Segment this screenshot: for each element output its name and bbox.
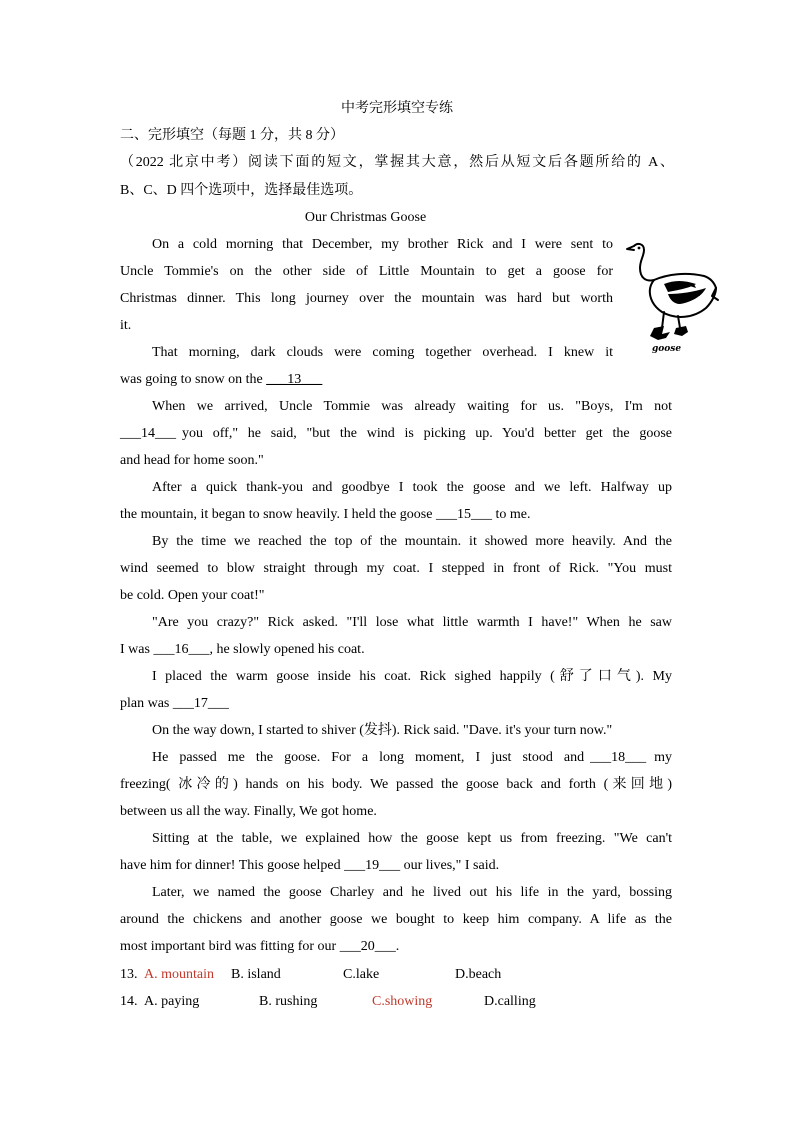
- passage-line: Sitting at the table, we explained how the goose kept us from freezing. "We can't: [152, 831, 672, 846]
- blank-16: ___16___: [153, 642, 210, 657]
- passage-line: Later, we named the goose Charley and he lived out his life in the yard, bossing: [152, 885, 672, 900]
- passage-line: wind seemed to blow straight through my coat. I stepped in front of Rick. "You must: [120, 561, 672, 576]
- passage-line: I placed the warm goose inside his coat. Rick sighed happily (舒了口气). My: [152, 669, 672, 684]
- passage-line: [120, 506, 530, 524]
- goose-caption: goose: [652, 344, 682, 354]
- passage-line: On a cold morning that December, my brother Rick and I were sent to: [152, 237, 613, 252]
- option-c: C.lake: [343, 967, 380, 982]
- option-d: D.calling: [484, 994, 536, 1009]
- passage-line: Uncle Tommie's on the other side of Little Mountain to get a goose for: [120, 264, 613, 279]
- option-c-correct: C.showing: [372, 994, 433, 1009]
- blank-15: ___15___: [435, 507, 492, 522]
- passage-line: [120, 371, 322, 389]
- page-title: 中考完形填空专练: [341, 101, 453, 116]
- blank-14: ___14___: [120, 426, 176, 441]
- passage-line: That morning, dark clouds were coming together overhead. I knew it: [152, 345, 613, 360]
- goose-illustration: [624, 238, 720, 354]
- passage-line: [120, 857, 499, 875]
- passage-line: [120, 938, 399, 956]
- blank-19: ___19___: [344, 858, 401, 873]
- passage-line: By the time we reached the top of the mountain. it showed more heavily. And the: [152, 534, 672, 549]
- question-number: 13.: [120, 967, 138, 982]
- passage-line: Christmas dinner. This long journey over the mountain was hard but worth: [120, 291, 613, 306]
- passage-line: [152, 749, 672, 767]
- passage-text: to me.: [495, 507, 531, 522]
- option-b: B. island: [231, 967, 281, 982]
- passage-line: [120, 641, 365, 659]
- option-d: D.beach: [455, 967, 502, 982]
- passage-text: my: [654, 750, 672, 765]
- blank-13: ___13___: [266, 372, 323, 387]
- passage-line: freezing( 冰冷的) hands on his body. We passed the goose back and forth (来回地): [120, 777, 672, 792]
- passage-line: On the way down, I started to shiver (发抖). Rick said. "Dave. it's your turn now.": [152, 723, 613, 738]
- passage-text: you off," he said, "but the wind is picking up. You'd better get the goose: [182, 426, 672, 441]
- passage-line: [120, 695, 229, 713]
- passage-line: After a quick thank-you and goodbye I took the goose and we left. Halfway up: [152, 480, 672, 495]
- question-number: 14.: [120, 994, 138, 1009]
- passage-line: [120, 425, 672, 443]
- passage-text: , he slowly opened his coat.: [209, 642, 365, 657]
- blank-18: ___18___: [590, 750, 647, 765]
- passage-text: was going to snow on the: [120, 372, 263, 387]
- passage-line: it.: [120, 318, 132, 333]
- option-b: B. rushing: [259, 994, 318, 1009]
- blank-17: ___17___: [172, 696, 229, 711]
- passage-line: around the chickens and another goose we bought to keep him company. A life as the: [120, 912, 672, 927]
- passage-line: and head for home soon.": [120, 453, 264, 468]
- option-a-correct: A. mountain: [144, 967, 214, 982]
- instructions-line-2: B、C、D 四个选项中，选择最佳选项。: [120, 183, 363, 198]
- passage-text: I was: [120, 642, 150, 657]
- passage-text: plan was: [120, 696, 170, 711]
- passage-text: our lives," I said.: [403, 858, 500, 873]
- blank-20: ___20___.: [339, 939, 400, 954]
- passage-text: have him for dinner! This goose helped: [120, 858, 341, 873]
- passage-line: When we arrived, Uncle Tommie was already waiting for us. "Boys, I'm not: [152, 399, 672, 414]
- passage-text: He passed me the goose. For a long moment, I just stood and: [152, 750, 585, 765]
- passage-text: the mountain, it began to snow heavily. I held the goose: [120, 507, 433, 522]
- passage-line: "Are you crazy?" Rick asked. "I'll lose what little warmth I have!" When he saw: [152, 615, 672, 630]
- passage-line: between us all the way. Finally, We got home.: [120, 804, 377, 819]
- section-heading: 二、完形填空（每题 1 分，共 8 分）: [120, 128, 344, 143]
- passage-text: most important bird was fitting for our: [120, 939, 337, 954]
- option-a: A. paying: [144, 994, 200, 1009]
- passage-line: be cold. Open your coat!": [120, 588, 265, 603]
- instructions-line-1: （2022 北京中考）阅读下面的短文，掌握其大意，然后从短文后各题所给的 A、: [120, 155, 674, 170]
- story-title: Our Christmas Goose: [304, 210, 427, 225]
